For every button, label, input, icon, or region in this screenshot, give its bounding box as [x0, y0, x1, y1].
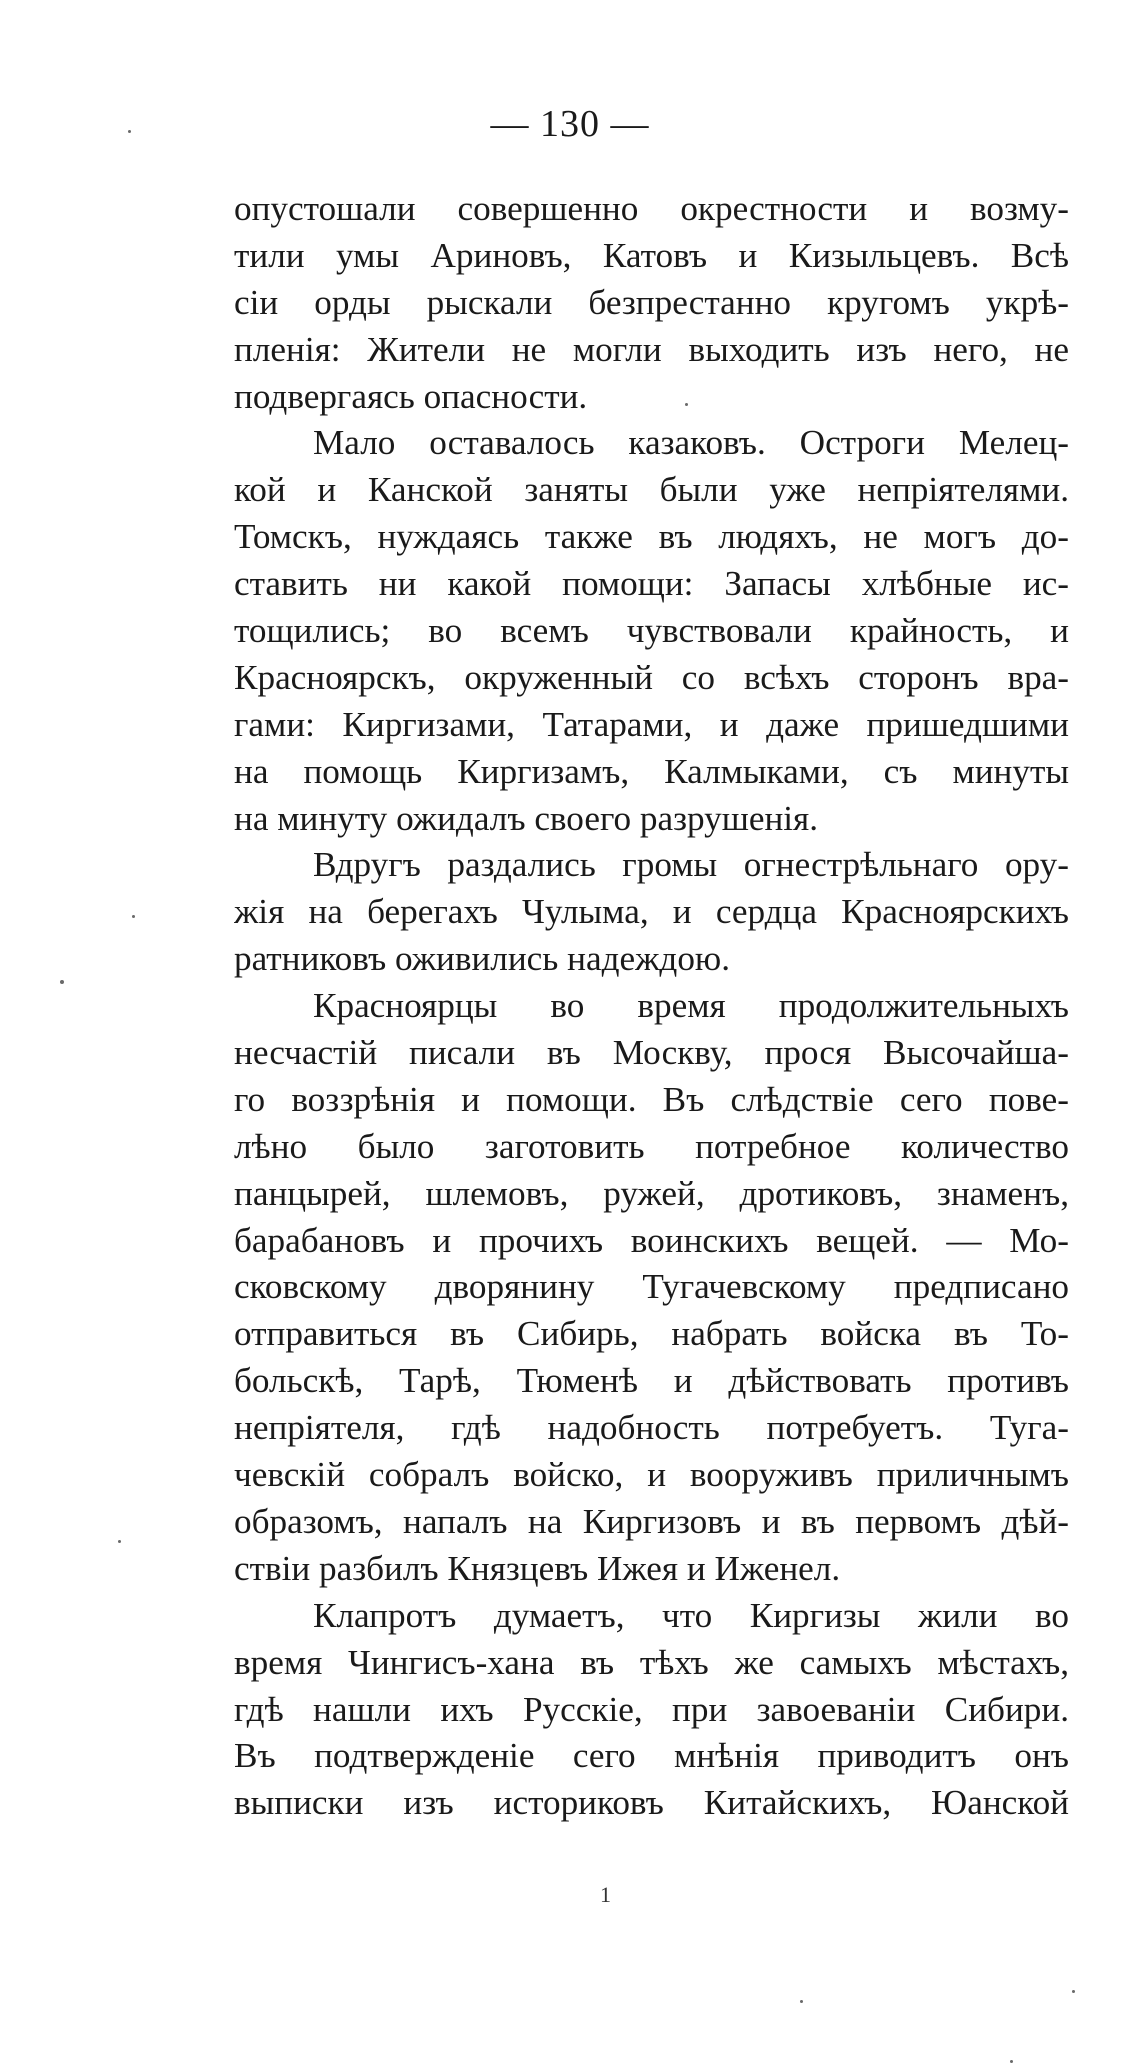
paragraph-4: [234, 983, 1069, 1593]
text-line: гдѣ нашли ихъ Русскіе, при завоеваніи Сибири.: [234, 1689, 1069, 1729]
text-line: отправиться въ Сибирь, набрать войска въ То-: [234, 1314, 1069, 1354]
text-line: время Чингисъ-хана въ тѣхъ же самыхъ мѣстахъ,: [234, 1642, 1069, 1682]
text-line: ставить ни какой помощи: Запасы хлѣбные ис-: [234, 564, 1069, 604]
scan-speck: [1072, 1990, 1075, 1993]
paragraph-2: [234, 420, 1069, 842]
text-line: го воззрѣнія и помощи. Въ слѣдствіе сего пове-: [234, 1079, 1069, 1119]
text-line: больскѣ, Тарѣ, Тюменѣ и дѣйствовать противъ: [234, 1361, 1069, 1401]
text-line: выписки изъ историковъ Китайскихъ, Юанской: [234, 1783, 1069, 1823]
text-line: Красноярцы во время продолжительныхъ: [313, 986, 1069, 1026]
text-line: сіи орды рыскали безпрестанно кругомъ укрѣ-: [234, 282, 1069, 322]
text-line: Клапротъ думаетъ, что Киргизы жили во: [313, 1595, 1069, 1635]
paragraph-5: [234, 1593, 1069, 1827]
text-line: тили умы Ариновъ, Катовъ и Кизыльцевъ. Всѣ: [234, 235, 1069, 275]
scan-speck: [800, 2000, 803, 2003]
text-line: кой и Канской заняты были уже непріятелями.: [234, 470, 1069, 510]
text-line: пленія: Жители не могли выходить изъ него, не: [234, 329, 1069, 369]
scan-speck: [685, 403, 688, 406]
text-line: Красноярскъ, окруженный со всѣхъ сторонъ вра-: [234, 657, 1069, 697]
text-line: барабановъ и прочихъ воинскихъ вещей. — Мо-: [234, 1220, 1069, 1260]
scan-speck: [1010, 2060, 1013, 2063]
text-line: панцырей, шлемовъ, ружей, дротиковъ, знаменъ,: [234, 1173, 1069, 1213]
scan-speck: [132, 915, 135, 918]
text-line: на помощь Киргизамъ, Калмыками, съ минуты: [234, 751, 1069, 791]
text-line: сковскому дворянину Тугачевскому предписано: [234, 1267, 1069, 1307]
text-line: ствіи разбилъ Князцевъ Ижея и Иженел.: [234, 1548, 841, 1588]
page-number: — 130 —: [490, 103, 650, 145]
footer-mark: 1: [600, 1882, 611, 1907]
body-text: [234, 186, 1069, 1827]
scan-speck: [60, 980, 64, 984]
text-line: подвергаясь опасности.: [234, 376, 588, 416]
text-line: ратниковъ оживились надеждою.: [234, 939, 730, 979]
paragraph-3: [234, 842, 1069, 983]
text-line: Въ подтвержденіе сего мнѣнія приводитъ онъ: [234, 1736, 1069, 1776]
text-line: образомъ, напалъ на Киргизовъ и въ первомъ дѣй-: [234, 1501, 1069, 1541]
text-line: несчастій писали въ Москву, прося Высочайша-: [234, 1033, 1069, 1073]
text-line: Томскъ, нуждаясь также въ людяхъ, не могъ до-: [234, 517, 1069, 557]
paragraph-1: [234, 186, 1069, 420]
text-line: непріятеля, гдѣ надобность потребуетъ. Туга-: [234, 1408, 1069, 1448]
text-line: Вдругъ раздались громы огнестрѣльнаго ору-: [313, 845, 1069, 885]
text-line: гами: Киргизами, Татарами, и даже пришедшими: [234, 704, 1069, 744]
text-line: тощились; во всемъ чувствовали крайность, и: [234, 611, 1069, 651]
text-line: Мало оставалось казаковъ. Остроги Мелец-: [313, 423, 1069, 463]
scan-speck: [118, 1540, 121, 1543]
text-line: жія на берегахъ Чулыма, и сердца Красноярскихъ: [234, 892, 1069, 932]
text-line: чевскій собралъ войско, и вооруживъ приличнымъ: [234, 1455, 1069, 1495]
text-line: опустошали совершенно окрестности и возму-: [234, 189, 1069, 228]
text-line: лѣно было заготовить потребное количество: [234, 1126, 1069, 1166]
text-line: на минуту ожидалъ своего разрушенія.: [234, 798, 819, 838]
scan-speck: [128, 130, 131, 133]
